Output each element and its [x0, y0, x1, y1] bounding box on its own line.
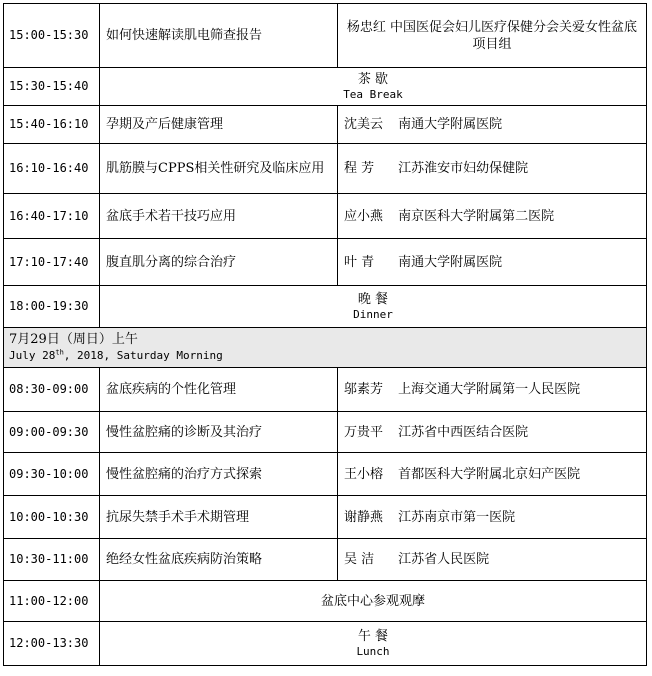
break-time: 11:00-12:00: [4, 581, 100, 622]
break-row: [4, 581, 647, 622]
session-speaker: [338, 194, 647, 239]
break-label-cn: 茶 歇: [357, 72, 389, 87]
session-speaker: [338, 239, 647, 286]
session-speaker: [338, 453, 647, 496]
break-label: [100, 581, 647, 622]
session-time: 09:30-10:00: [4, 453, 100, 496]
session-speaker: [338, 496, 647, 539]
session-time: 16:10-16:40: [4, 144, 100, 194]
break-time: 12:00-13:30: [4, 622, 100, 666]
session-speaker: [338, 106, 647, 144]
session-speaker: [338, 412, 647, 453]
day-header-cn: 7月29日（周日）上午: [9, 331, 138, 347]
session-topic: 如何快速解读肌电筛查报告: [100, 4, 338, 68]
day-header: [4, 328, 647, 368]
session-time: 10:30-11:00: [4, 539, 100, 581]
session-topic: 肌筋膜与CPPS相关性研究及临床应用: [100, 144, 338, 194]
speaker-name: 叶 青: [344, 254, 375, 270]
break-label-en: Dinner: [353, 308, 393, 321]
speaker-name: 王小榕: [344, 466, 384, 482]
session-topic: 抗尿失禁手术手术期管理: [100, 496, 338, 539]
session-time: 08:30-09:00: [4, 368, 100, 412]
session-time: 16:40-17:10: [4, 194, 100, 239]
break-label: [100, 68, 647, 106]
break-label-cn: 盆底中心参观观摩: [320, 593, 425, 609]
speaker-name: 万贵平: [344, 424, 384, 440]
speaker-name: 程 芳: [344, 161, 375, 176]
session-time: 15:00-15:30: [4, 4, 100, 68]
speaker-name: 吴 洁: [344, 552, 375, 567]
session-topic: 绝经女性盆底疾病防治策略: [100, 539, 338, 581]
session-time: 10:00-10:30: [4, 496, 100, 539]
break-label: [100, 286, 647, 328]
break-time: 15:30-15:40: [4, 68, 100, 106]
session-row: [4, 4, 647, 68]
speaker-affiliation: 南通大学附属医院: [398, 117, 503, 132]
break-label-cn: 午 餐: [357, 629, 389, 644]
break-label-en: Lunch: [356, 645, 390, 658]
session-row: [4, 106, 647, 144]
break-row: [4, 286, 647, 328]
break-label-cn: 晚 餐: [357, 292, 389, 307]
day-header-en: [9, 348, 641, 364]
break-label: [100, 622, 647, 666]
session-row: [4, 194, 647, 239]
session-time: 09:00-09:30: [4, 412, 100, 453]
break-time: 18:00-19:30: [4, 286, 100, 328]
session-speaker: [338, 144, 647, 194]
speaker-name: 应小燕: [344, 208, 384, 224]
session-row: [4, 239, 647, 286]
session-speaker: 杨忠红 中国医促会妇儿医疗保健分会关爱女性盆底项目组: [338, 4, 647, 68]
session-speaker: [338, 368, 647, 412]
day-en-date: July 28: [9, 348, 56, 362]
break-label-en: Tea Break: [343, 88, 403, 101]
session-topic: 慢性盆腔痛的治疗方式探索: [100, 453, 338, 496]
schedule-table: [3, 3, 647, 666]
session-topic: 孕期及产后健康管理: [100, 106, 338, 144]
speaker-affiliation: 江苏淮安市妇幼保健院: [398, 161, 529, 176]
session-speaker: [338, 539, 647, 581]
speaker-affiliation: 江苏南京市第一医院: [398, 509, 516, 525]
break-row: [4, 622, 647, 666]
speaker-affiliation: 上海交通大学附属第一人民医院: [398, 382, 581, 397]
day-en-ordinal: th: [55, 347, 64, 356]
day-en-rest: , 2018, Saturday Morning: [63, 348, 223, 362]
session-topic: 盆底手术若干技巧应用: [100, 194, 338, 239]
speaker-name: 沈美云: [344, 117, 384, 132]
speaker-affiliation: 江苏省人民医院: [398, 552, 490, 567]
session-row: [4, 539, 647, 581]
session-topic: 腹直肌分离的综合治疗: [100, 239, 338, 286]
speaker-affiliation: 首都医科大学附属北京妇产医院: [398, 466, 581, 482]
session-row: [4, 453, 647, 496]
session-time: 17:10-17:40: [4, 239, 100, 286]
speaker-affiliation: 南京医科大学附属第二医院: [398, 208, 555, 224]
session-row: [4, 412, 647, 453]
speaker-name: 谢静燕: [344, 509, 384, 525]
session-topic: 慢性盆腔痛的诊断及其治疗: [100, 412, 338, 453]
speaker-name: 邬素芳: [344, 382, 384, 397]
session-time: 15:40-16:10: [4, 106, 100, 144]
break-row: [4, 68, 647, 106]
session-row: [4, 496, 647, 539]
session-topic: 盆底疾病的个性化管理: [100, 368, 338, 412]
session-row: [4, 368, 647, 412]
speaker-affiliation: 南通大学附属医院: [398, 254, 503, 270]
speaker-affiliation: 江苏省中西医结合医院: [398, 424, 529, 440]
session-row: [4, 144, 647, 194]
day-header-row: [4, 328, 647, 368]
